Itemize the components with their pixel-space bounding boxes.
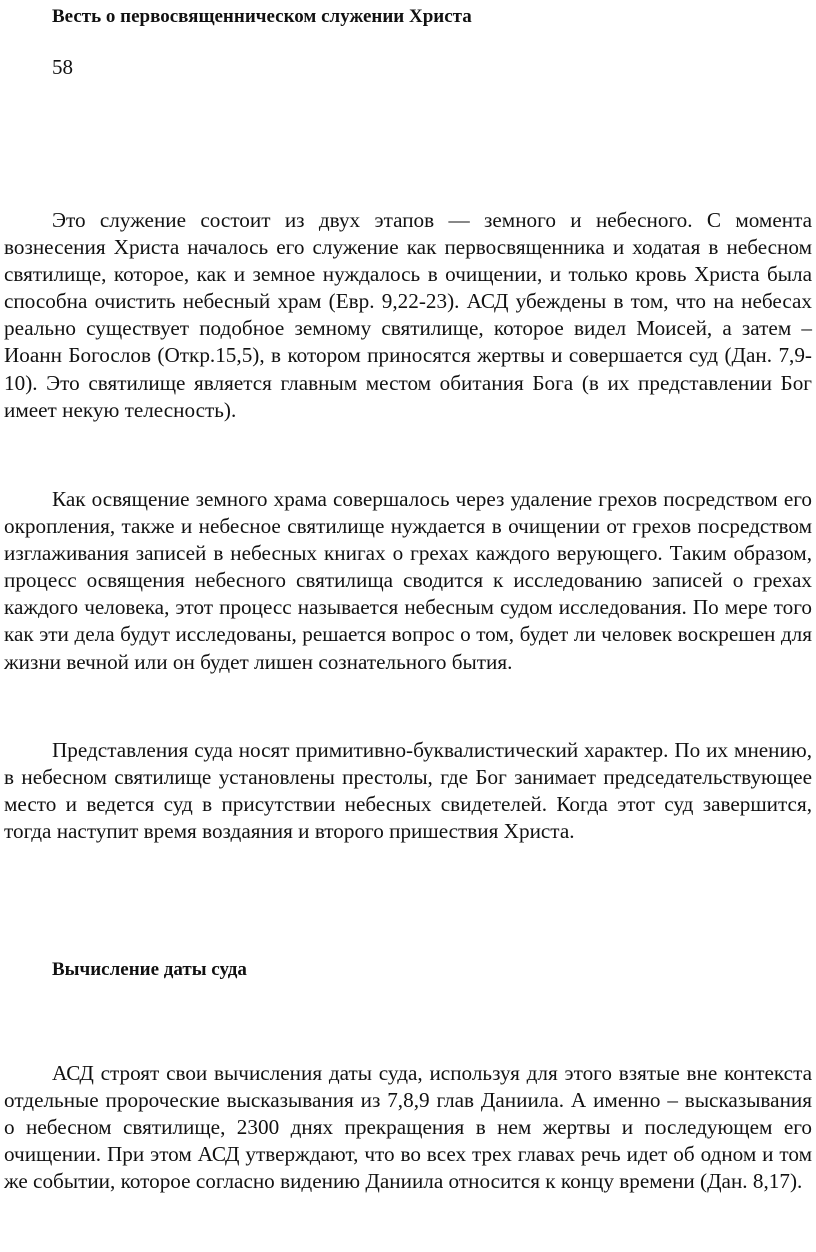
paragraph-2: Как освящение земного храма совершалось через удаление грехов посредством его окропления, также и небесное святилище нуждается в очищении от грехов посредством изглаживания записей в небесных книгах о грехах каждого верующего. Таким образом, процесс освящения небесного святилища сводится к исследованию записей о грехах каждого человека, этот процесс называется небесным судом исследования. По мере того как эти дела будут исследованы, решается вопрос о том, будет ли человек воскрешен для жизни вечной или он будет лишен сознательного бытия. [4, 487, 812, 674]
paragraph-4: АСД строят свои вычисления даты суда, используя для этого взятые вне контекста отдельные пророческие высказывания из 7,8,9 глав Даниила. А именно – высказывания о небесном святилище, 2300 днях прекращения в нем жертвы и последующем его очищении. При этом АСД утверждают, что во всех трех главах речь идет об одном и том же событии, которое согласно видению Даниила относится к концу времени (Дан. 8,17). [4, 1061, 812, 1194]
page-number: 58 [52, 55, 73, 79]
section-heading: Весть о первосвященническом служении Христа [52, 6, 472, 27]
paragraph-3: Представления суда носят примитивно-буквалистический характер. По их мнению, в небесном святилище установлены престолы, где Бог занимает председательствующее место и ведется суд в присутствии небесных свидетелей. Когда этот суд завершится, тогда наступит время воздаяния и второго пришествия Христа. [4, 738, 812, 844]
subheading: Вычисление даты суда [52, 959, 247, 980]
paragraph-1: Это служение состоит из двух этапов — земного и небесного. С момента вознесения Христа началось его служение как первосвященника и ходатая в небесном святилище, которое, как и земное нуждалось в очищении, и только кровь Христа была способна очистить небесный храм (Евр. 9,22-23). АСД убеждены в том, что на небесах реально существует подобное земному святилище, которое видел Моисей, а затем – Иоанн Богослов (Откр.15,5), в котором приносятся жертвы и совершается суд (Дан. 7,9-10). Это святилище является главным местом обитания Бога (в их представлении Бог имеет некую телесность). [4, 208, 812, 422]
